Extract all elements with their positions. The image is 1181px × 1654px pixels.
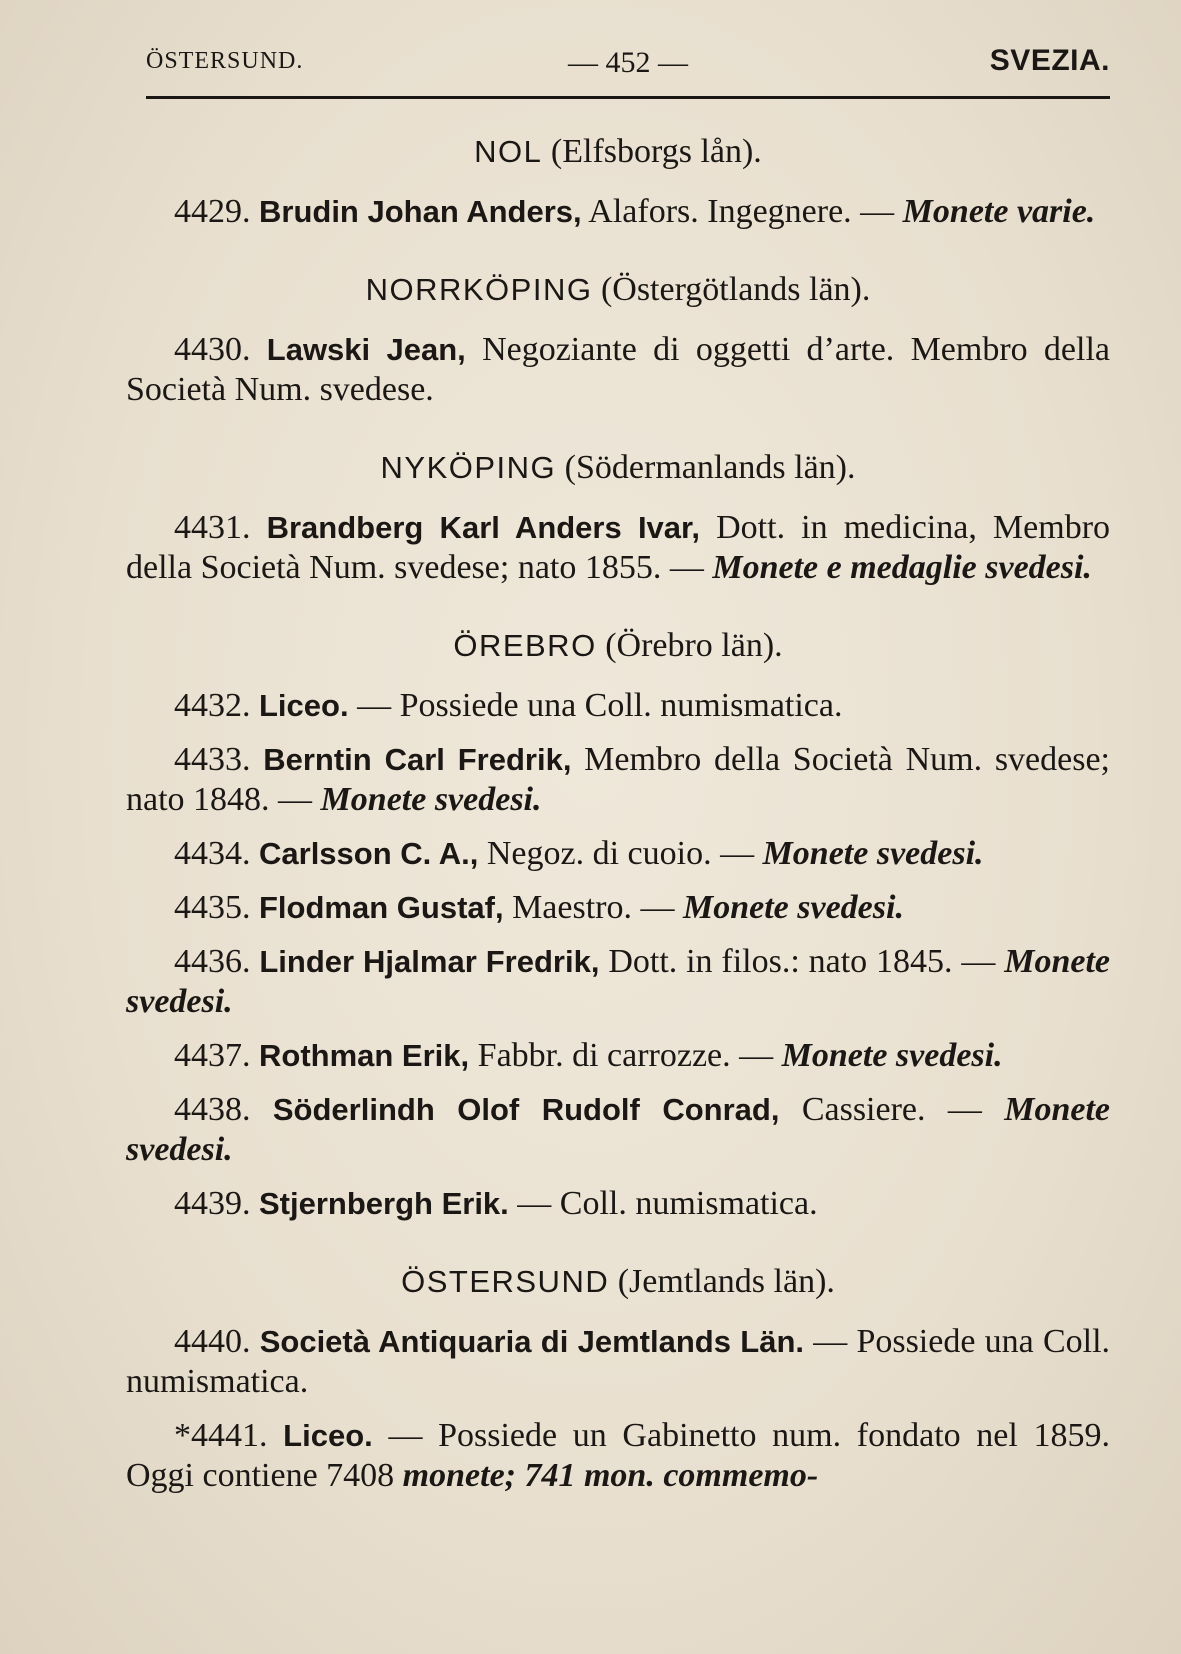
entry-collection: Monete svedesi. <box>126 1091 1111 1168</box>
section-region: (Södermanlands län). <box>564 449 856 486</box>
entry-number: 4440. <box>174 1323 251 1360</box>
entry-collection: Monete svedesi. <box>126 943 1111 1020</box>
entry-name: Berntin Carl Fredrik, <box>263 742 572 777</box>
entry-number: 4431. <box>174 509 251 546</box>
header-rule <box>146 96 1110 99</box>
entry-collection: monete; 741 mon. commemo- <box>402 1457 819 1494</box>
entry-4429 <box>126 192 1110 232</box>
section-heading-norrkoping <box>126 268 1110 312</box>
section-heading-nol <box>126 130 1110 174</box>
section-place: ÖSTERSUND <box>401 1264 610 1299</box>
entry-collection: Monete svedesi. <box>762 835 984 872</box>
entry-name: Söderlindh Olof Rudolf Conrad, <box>272 1092 780 1127</box>
section-heading-ostersund <box>126 1260 1110 1304</box>
entry-number: 4434. <box>174 835 251 872</box>
entry-name: Flodman Gustaf, <box>259 890 504 925</box>
entry-details: Negoziante di oggetti d’arte. Membro della Società Num. svedese. <box>126 331 1110 408</box>
entry-4432 <box>126 686 1110 726</box>
entry-4437 <box>126 1036 1110 1076</box>
entry-details: — Possiede una Coll. numismatica. <box>126 1323 1111 1400</box>
entry-details: — Coll. numismatica. <box>517 1185 818 1222</box>
entry-number: 4435. <box>174 889 251 926</box>
section-region: (Elfsborgs lån). <box>550 133 762 170</box>
entry-number: 4437. <box>174 1037 251 1074</box>
entry-name: Carlsson C. A., <box>259 836 479 871</box>
entry-details: Maestro. — <box>512 889 675 926</box>
entry-name: Stjernbergh Erik. <box>259 1186 509 1221</box>
entry-number: 4433. <box>174 741 251 778</box>
entry-4435 <box>126 888 1110 928</box>
header-city: ÖSTERSUND. <box>146 48 304 74</box>
entry-4438 <box>126 1090 1110 1170</box>
section-place: NOL <box>474 134 543 169</box>
entry-4431 <box>126 508 1110 588</box>
entry-number: 4436. <box>174 943 251 980</box>
entry-name: Linder Hjalmar Fredrik, <box>259 944 600 979</box>
entry-details: — Possiede una Coll. numismatica. <box>357 687 843 724</box>
header-country: SVEZIA. <box>989 44 1110 77</box>
entry-name: Società Antiquaria di Jemtlands Län. <box>259 1324 805 1359</box>
entry-4433 <box>126 740 1110 820</box>
entry-number: 4432. <box>174 687 251 724</box>
section-heading-orebro <box>126 624 1110 668</box>
entry-collection: Monete svedesi. <box>781 1037 1003 1074</box>
entry-collection: Monete svedesi. <box>683 889 904 926</box>
entry-name: Brudin Johan Anders, <box>259 194 582 229</box>
entry-details: Membro della Società Num. svedese; nato 1848. — <box>126 741 1111 818</box>
entry-name: Brandberg Karl Anders Ivar, <box>266 510 701 545</box>
section-region: (Östergötlands län). <box>600 271 871 308</box>
entry-collection: Monete svedesi. <box>320 781 542 818</box>
section-place: NORRKÖPING <box>365 272 593 307</box>
entry-details: Dott. in filos.: nato 1845. — <box>608 943 996 980</box>
section-place: ÖREBRO <box>453 628 597 663</box>
entry-4434 <box>126 834 1110 874</box>
entry-details: Dott. in medicina, Membro della Società Num. svedese; nato 1855. — <box>126 509 1111 586</box>
entry-name: Rothman Erik, <box>259 1038 470 1073</box>
entry-number: 4439. <box>174 1185 251 1222</box>
entry-details: Fabbr. di carrozze. — <box>477 1037 774 1074</box>
entry-name: Liceo. <box>259 688 349 723</box>
entry-details: Alafors. Ingegnere. — <box>588 193 895 230</box>
entry-4440 <box>126 1322 1110 1402</box>
entry-number: 4430. <box>174 331 251 368</box>
entry-collection: Monete e medaglie svedesi. <box>712 549 1092 586</box>
entry-details: Negoz. di cuoio. — <box>486 835 755 872</box>
entry-details: Cassiere. — <box>801 1091 982 1128</box>
entry-4430 <box>126 330 1110 410</box>
entry-name: Lawski Jean, <box>266 332 466 367</box>
section-region: (Örebro län). <box>605 627 783 664</box>
entry-4439 <box>126 1184 1110 1224</box>
section-region: (Jemtlands län). <box>617 1263 835 1300</box>
section-place: NYKÖPING <box>380 450 557 485</box>
entry-number: *4441. <box>174 1417 268 1454</box>
entry-collection: Monete varie. <box>902 193 1096 230</box>
page-body <box>126 130 1110 1510</box>
entry-4441 <box>126 1416 1110 1496</box>
entry-details: — Possiede un Gabinetto num. fondato nel 1859. Oggi contiene 7408 <box>126 1417 1111 1494</box>
page-number: — 452 — <box>568 46 688 79</box>
running-header <box>146 44 1110 84</box>
entry-number: 4438. <box>174 1091 251 1128</box>
entry-number: 4429. <box>174 193 251 230</box>
section-heading-nykoping <box>126 446 1110 490</box>
entry-name: Liceo. <box>283 1418 373 1453</box>
entry-4436 <box>126 942 1110 1022</box>
